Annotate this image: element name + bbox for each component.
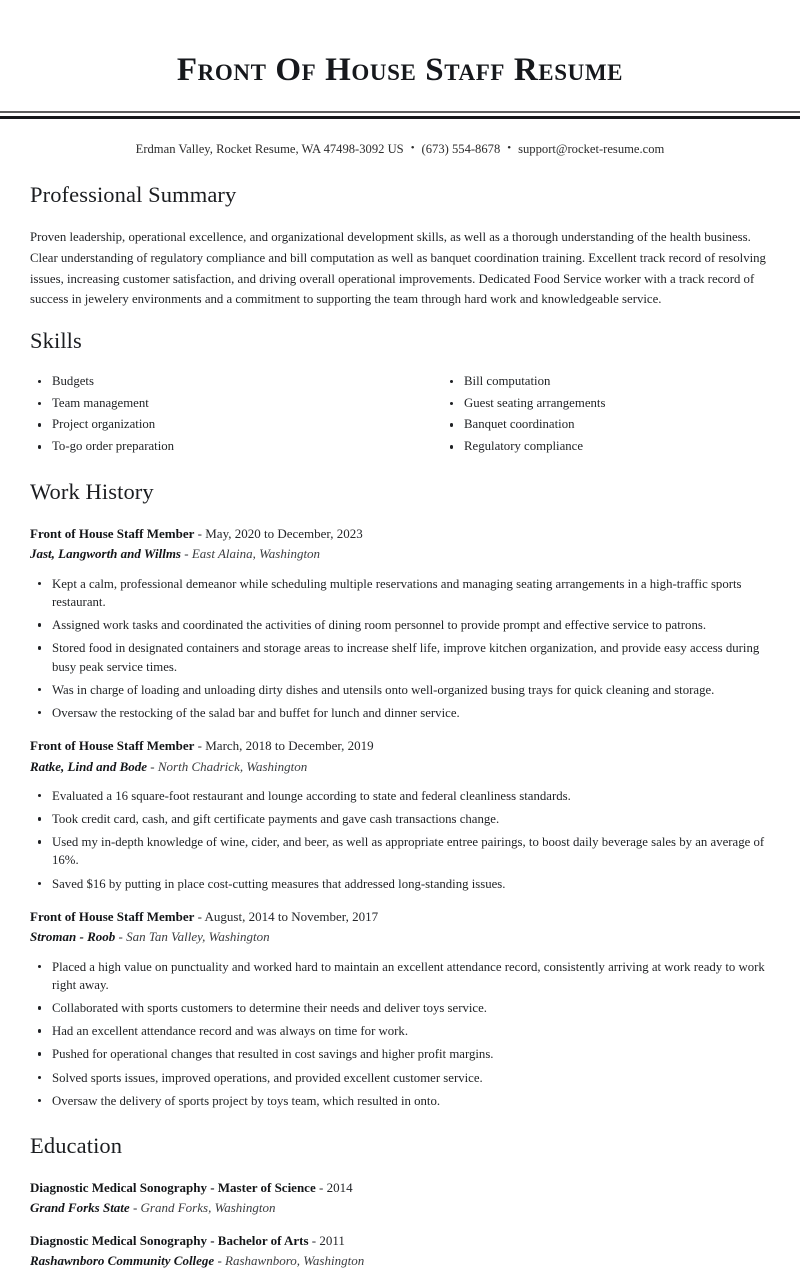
work-entry-location: North Chadrick, Washington	[157, 758, 308, 774]
education-year: 2014	[326, 1179, 353, 1195]
list-item: Budgets	[30, 373, 399, 390]
list-item: Placed a high value on punctuality and worked hard to maintain an excellent attendance record, consistently arriving at work ready to work right away.	[30, 958, 768, 994]
education-school-line	[30, 1251, 768, 1271]
work-entry-role: Front of House Staff Member	[30, 738, 195, 754]
contact-separator-icon: •	[507, 142, 512, 155]
section-heading-skills: Skills	[30, 328, 82, 354]
list-item: Kept a calm, professional demeanor while scheduling multiple reservations and managing seating arrangements in a high-traffic sports restaurant.	[30, 575, 768, 611]
resume-page	[0, 22, 800, 1269]
list-item: Took credit card, cash, and gift certificate payments and gave cash transactions change.	[30, 810, 768, 828]
section-heading-education: Education	[30, 1132, 123, 1158]
skills-column-left	[30, 373, 399, 461]
list-item: Pushed for operational changes that resulted in cost savings and higher profit margins.	[30, 1045, 768, 1063]
work-entry-dash: -	[118, 929, 123, 945]
education-degree-line	[30, 1178, 768, 1198]
education-entry	[30, 1178, 768, 1218]
education-school: Grand Forks State	[30, 1200, 130, 1216]
education-location: Grand Forks, Washington	[140, 1200, 276, 1216]
skills-list-right	[442, 373, 768, 456]
education-location: Rashawnboro, Washington	[225, 1253, 365, 1269]
list-item: Evaluated a 16 square-foot restaurant and lounge according to state and federal cleanliness standards.	[30, 787, 768, 805]
contact-phone[interactable]: (673) 554-8678	[421, 141, 501, 156]
work-entry-role: Front of House Staff Member	[30, 908, 195, 924]
education-school-line	[30, 1198, 768, 1218]
work-entry-title-line	[30, 524, 768, 544]
work-entry-role: Front of House Staff Member	[30, 525, 195, 541]
list-item: Oversaw the delivery of sports project by toys team, which resulted in onto.	[30, 1092, 768, 1110]
list-item: Guest seating arrangements	[442, 395, 768, 412]
list-item: Banquet coordination	[442, 416, 768, 433]
page-title: Front Of House Staff Resume	[176, 52, 624, 89]
education-degree-line	[30, 1231, 768, 1251]
work-entry-dash: -	[197, 525, 202, 541]
section-heading-work-history: Work History	[30, 479, 154, 505]
education-degree: Diagnostic Medical Sonography - Master of Science	[30, 1179, 316, 1195]
list-item: Had an excellent attendance record and was always on time for work.	[30, 1022, 768, 1040]
work-entry-company-line	[30, 757, 768, 777]
work-entry-company: Jast, Langworth and Willms	[30, 546, 181, 562]
work-entry-company: Ratke, Lind and Bode	[30, 758, 148, 774]
work-entry	[30, 907, 768, 1110]
education-degree: Diagnostic Medical Sonography - Bachelor of Arts	[30, 1232, 309, 1248]
education-dash: -	[132, 1200, 138, 1216]
work-entry-dates: March, 2018 to December, 2019	[205, 738, 374, 754]
education-school: Rashawnboro Community College	[30, 1253, 215, 1269]
list-item: Project organization	[30, 416, 399, 433]
contact-info	[0, 141, 800, 159]
list-item: Saved $16 by putting in place cost-cutting measures that addressed long-standing issues.	[30, 875, 768, 893]
work-entry-bullets	[30, 787, 768, 893]
work-entry-bullets	[30, 575, 768, 722]
skills-columns	[30, 373, 768, 461]
work-entry	[30, 736, 768, 893]
education-dash: -	[217, 1253, 222, 1269]
header-divider	[0, 111, 800, 119]
list-item: Used my in-depth knowledge of wine, cider, and beer, as well as appropriate entree pairings, to boost daily beverage sales by an average of 16%.	[30, 833, 768, 869]
summary-text: Proven leadership, operational excellence, and organizational development skills, as well as a thorough understanding of the health business. Clear understanding of regulatory compliance and bill computation as well as banquet coordination training. Excellent track record of resolving issues, increasing customer satisfaction, and driving overall operational improvements. Dedicated Food Service worker with a track record of success in jewelery environments and a commitment to supporting the team through hard work and knowledgeable service.	[30, 230, 766, 307]
list-item: Stored food in designated containers and storage areas to increase shelf life, improve kitchen organization, and provide easy access during busy peak service times.	[30, 639, 768, 675]
contact-email[interactable]: support@rocket-resume.com	[518, 141, 665, 156]
education-dash: -	[318, 1179, 324, 1195]
education-dash: -	[311, 1232, 317, 1248]
work-entry-dates: May, 2020 to December, 2023	[205, 525, 363, 541]
list-item: Solved sports issues, improved operations, and provided excellent customer service.	[30, 1069, 768, 1087]
list-item: Oversaw the restocking of the salad bar and buffet for lunch and dinner service.	[30, 704, 768, 722]
list-item: Bill computation	[442, 373, 768, 390]
work-entry-bullets	[30, 958, 768, 1110]
work-entry	[30, 524, 768, 722]
work-entry-company-line	[30, 927, 768, 947]
work-entry-title-line	[30, 907, 768, 927]
work-entry-company: Stroman - Roob	[30, 929, 116, 945]
list-item: Was in charge of loading and unloading dirty dishes and utensils onto well-organized busing trays for quick cleaning and storage.	[30, 681, 768, 699]
work-entry-dash: -	[197, 738, 202, 754]
list-item: Team management	[30, 395, 399, 412]
list-item: Collaborated with sports customers to determine their needs and deliver toys service.	[30, 999, 768, 1017]
list-item: Regulatory compliance	[442, 438, 768, 455]
resume-body	[0, 181, 800, 1270]
work-entry-company-line	[30, 544, 768, 564]
skills-column-right	[399, 373, 768, 461]
list-item: To-go order preparation	[30, 438, 399, 455]
education-entry	[30, 1231, 768, 1271]
contact-separator-icon: •	[410, 142, 415, 155]
work-entry-title-line	[30, 736, 768, 756]
work-entry-dash: -	[184, 546, 189, 562]
skills-list-left	[30, 373, 399, 456]
work-entry-location: East Alaina, Washington	[191, 546, 321, 562]
section-heading-summary: Professional Summary	[30, 182, 237, 208]
work-entry-dates: August, 2014 to November, 2017	[204, 908, 379, 924]
education-year: 2011	[319, 1232, 345, 1248]
work-entry-dash: -	[150, 758, 155, 774]
divider-thick-line	[0, 116, 800, 119]
work-entry-dash: -	[197, 908, 202, 924]
contact-address: Erdman Valley, Rocket Resume, WA 47498-3092 US	[135, 141, 404, 156]
list-item: Assigned work tasks and coordinated the activities of dining room personnel to provide prompt and effective service to patrons.	[30, 616, 768, 634]
work-entry-location: San Tan Valley, Washington	[126, 929, 270, 945]
